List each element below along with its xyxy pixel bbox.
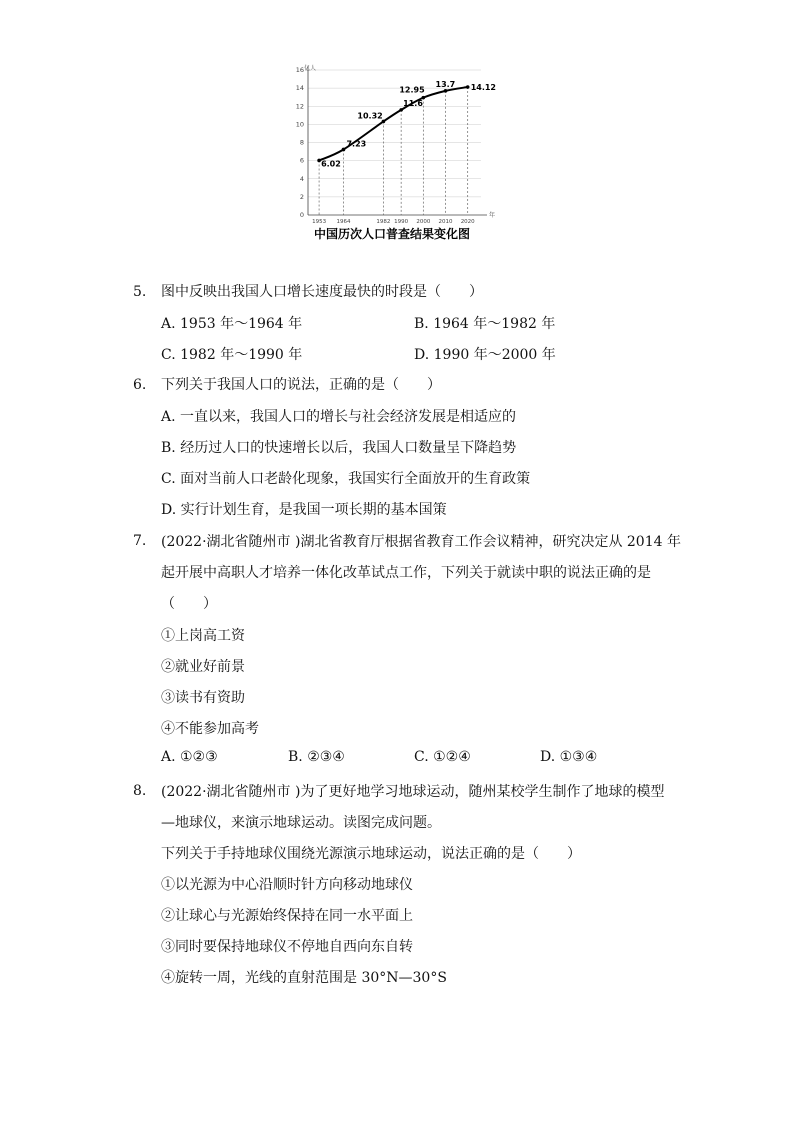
question-stem-line: (2022·湖北省随州市 )为了更好地学习地球运动，随州某校学生制作了地球的模型 [161,784,665,800]
data-label: 6.02 [321,159,341,169]
option-d: D. 1990 年～2000 年 [414,347,556,363]
x-tick-label: 1964 [336,219,351,225]
chart-title: 中国历次人口普查结果变化图 [313,227,471,241]
option-d: D. ①③④ [540,749,598,765]
y-tick-labels [296,66,304,219]
x-tick-label: 1953 [312,219,327,225]
population-census-chart [286,58,498,248]
x-tick-label: 1990 [394,219,409,225]
question-stem-line: —地球仪，来演示地球运动。读图完成问题。 [161,815,441,831]
y-tick-label: 6 [299,156,304,165]
option-c: C. ①②④ [414,749,471,765]
question-stem: 图中反映出我国人口增长速度最快的时段是（ ） [161,284,483,300]
y-tick-label: 0 [299,211,304,219]
y-tick-label: 10 [295,120,304,129]
y-axis-label: 亿人 [304,65,317,72]
statement-item: ②就业好前景 [161,659,245,675]
data-label: 7.23 [346,139,367,149]
x-tick-label: 2020 [460,219,475,225]
data-point [342,148,346,152]
data-label: 14.12 [470,83,497,93]
y-tick-label: 4 [299,174,304,183]
option-c: C. 面对当前人口老龄化现象，我国实行全面放开的生育政策 [161,471,531,487]
option-b: B. ②③④ [288,749,345,765]
data-point [466,85,470,89]
statement-item: ①上岗高工资 [161,628,245,644]
data-point [399,108,403,112]
option-c: C. 1982 年～1990 年 [161,347,303,363]
data-label: 13.7 [435,79,456,89]
question-stem-line: 下列关于手持地球仪围绕光源演示地球运动，说法正确的是（ ） [161,846,581,862]
x-tick-label: 1982 [376,219,391,225]
question-number: 6. [133,377,147,393]
question-number: 5. [133,284,147,300]
option-b: B. 1964 年～1982 年 [414,316,556,332]
statement-item: ④不能参加高考 [161,721,259,737]
statement-item: ③同时要保持地球仪不停地自西向东自转 [161,939,413,955]
statement-item: ②让球心与光源始终保持在同一水平面上 [161,908,413,924]
data-label: 12.95 [399,85,425,95]
x-tick-label: 2010 [438,219,453,225]
y-tick-label: 8 [299,138,304,147]
option-d: D. 实行计划生育，是我国一项长期的基本国策 [161,502,447,518]
option-a: A. 一直以来，我国人口的增长与社会经济发展是相适应的 [161,409,517,425]
option-b: B. 经历过人口的快速增长以后，我国人口数量呈下降趋势 [161,440,517,456]
y-tick-label: 14 [295,84,304,93]
y-tick-label: 12 [295,102,304,111]
option-a: A. ①②③ [161,749,218,765]
question-stem-line: （ ） [161,596,217,612]
data-label: 11.6 [403,98,423,108]
question-stem: 下列关于我国人口的说法，正确的是（ ） [161,377,441,393]
question-stem-line: 起开展中高职人才培养一体化改革试点工作，下列关于就读中职的说法正确的是 [161,565,651,581]
x-axis-label: 年 [489,212,496,219]
data-point [444,89,448,93]
y-tick-label: 2 [299,192,304,201]
x-tick-label: 2000 [416,219,431,225]
statement-item: ①以光源为中心沿顺时针方向移动地球仪 [161,877,413,893]
statement-item: ③读书有资助 [161,690,245,706]
y-tick-label: 16 [295,66,304,74]
data-label: 10.32 [357,111,383,121]
question-stem-line: (2022·湖北省随州市 )湖北省教育厅根据省教育工作会议精神，研究决定从 2014 年 [161,534,681,550]
question-number: 7. [133,533,147,549]
question-number: 8. [133,783,147,799]
x-tick-labels [312,219,475,225]
option-a: A. 1953 年～1964 年 [161,316,303,332]
statement-item: ④旋转一周，光线的直射范围是 30°N—30°S [161,970,447,986]
